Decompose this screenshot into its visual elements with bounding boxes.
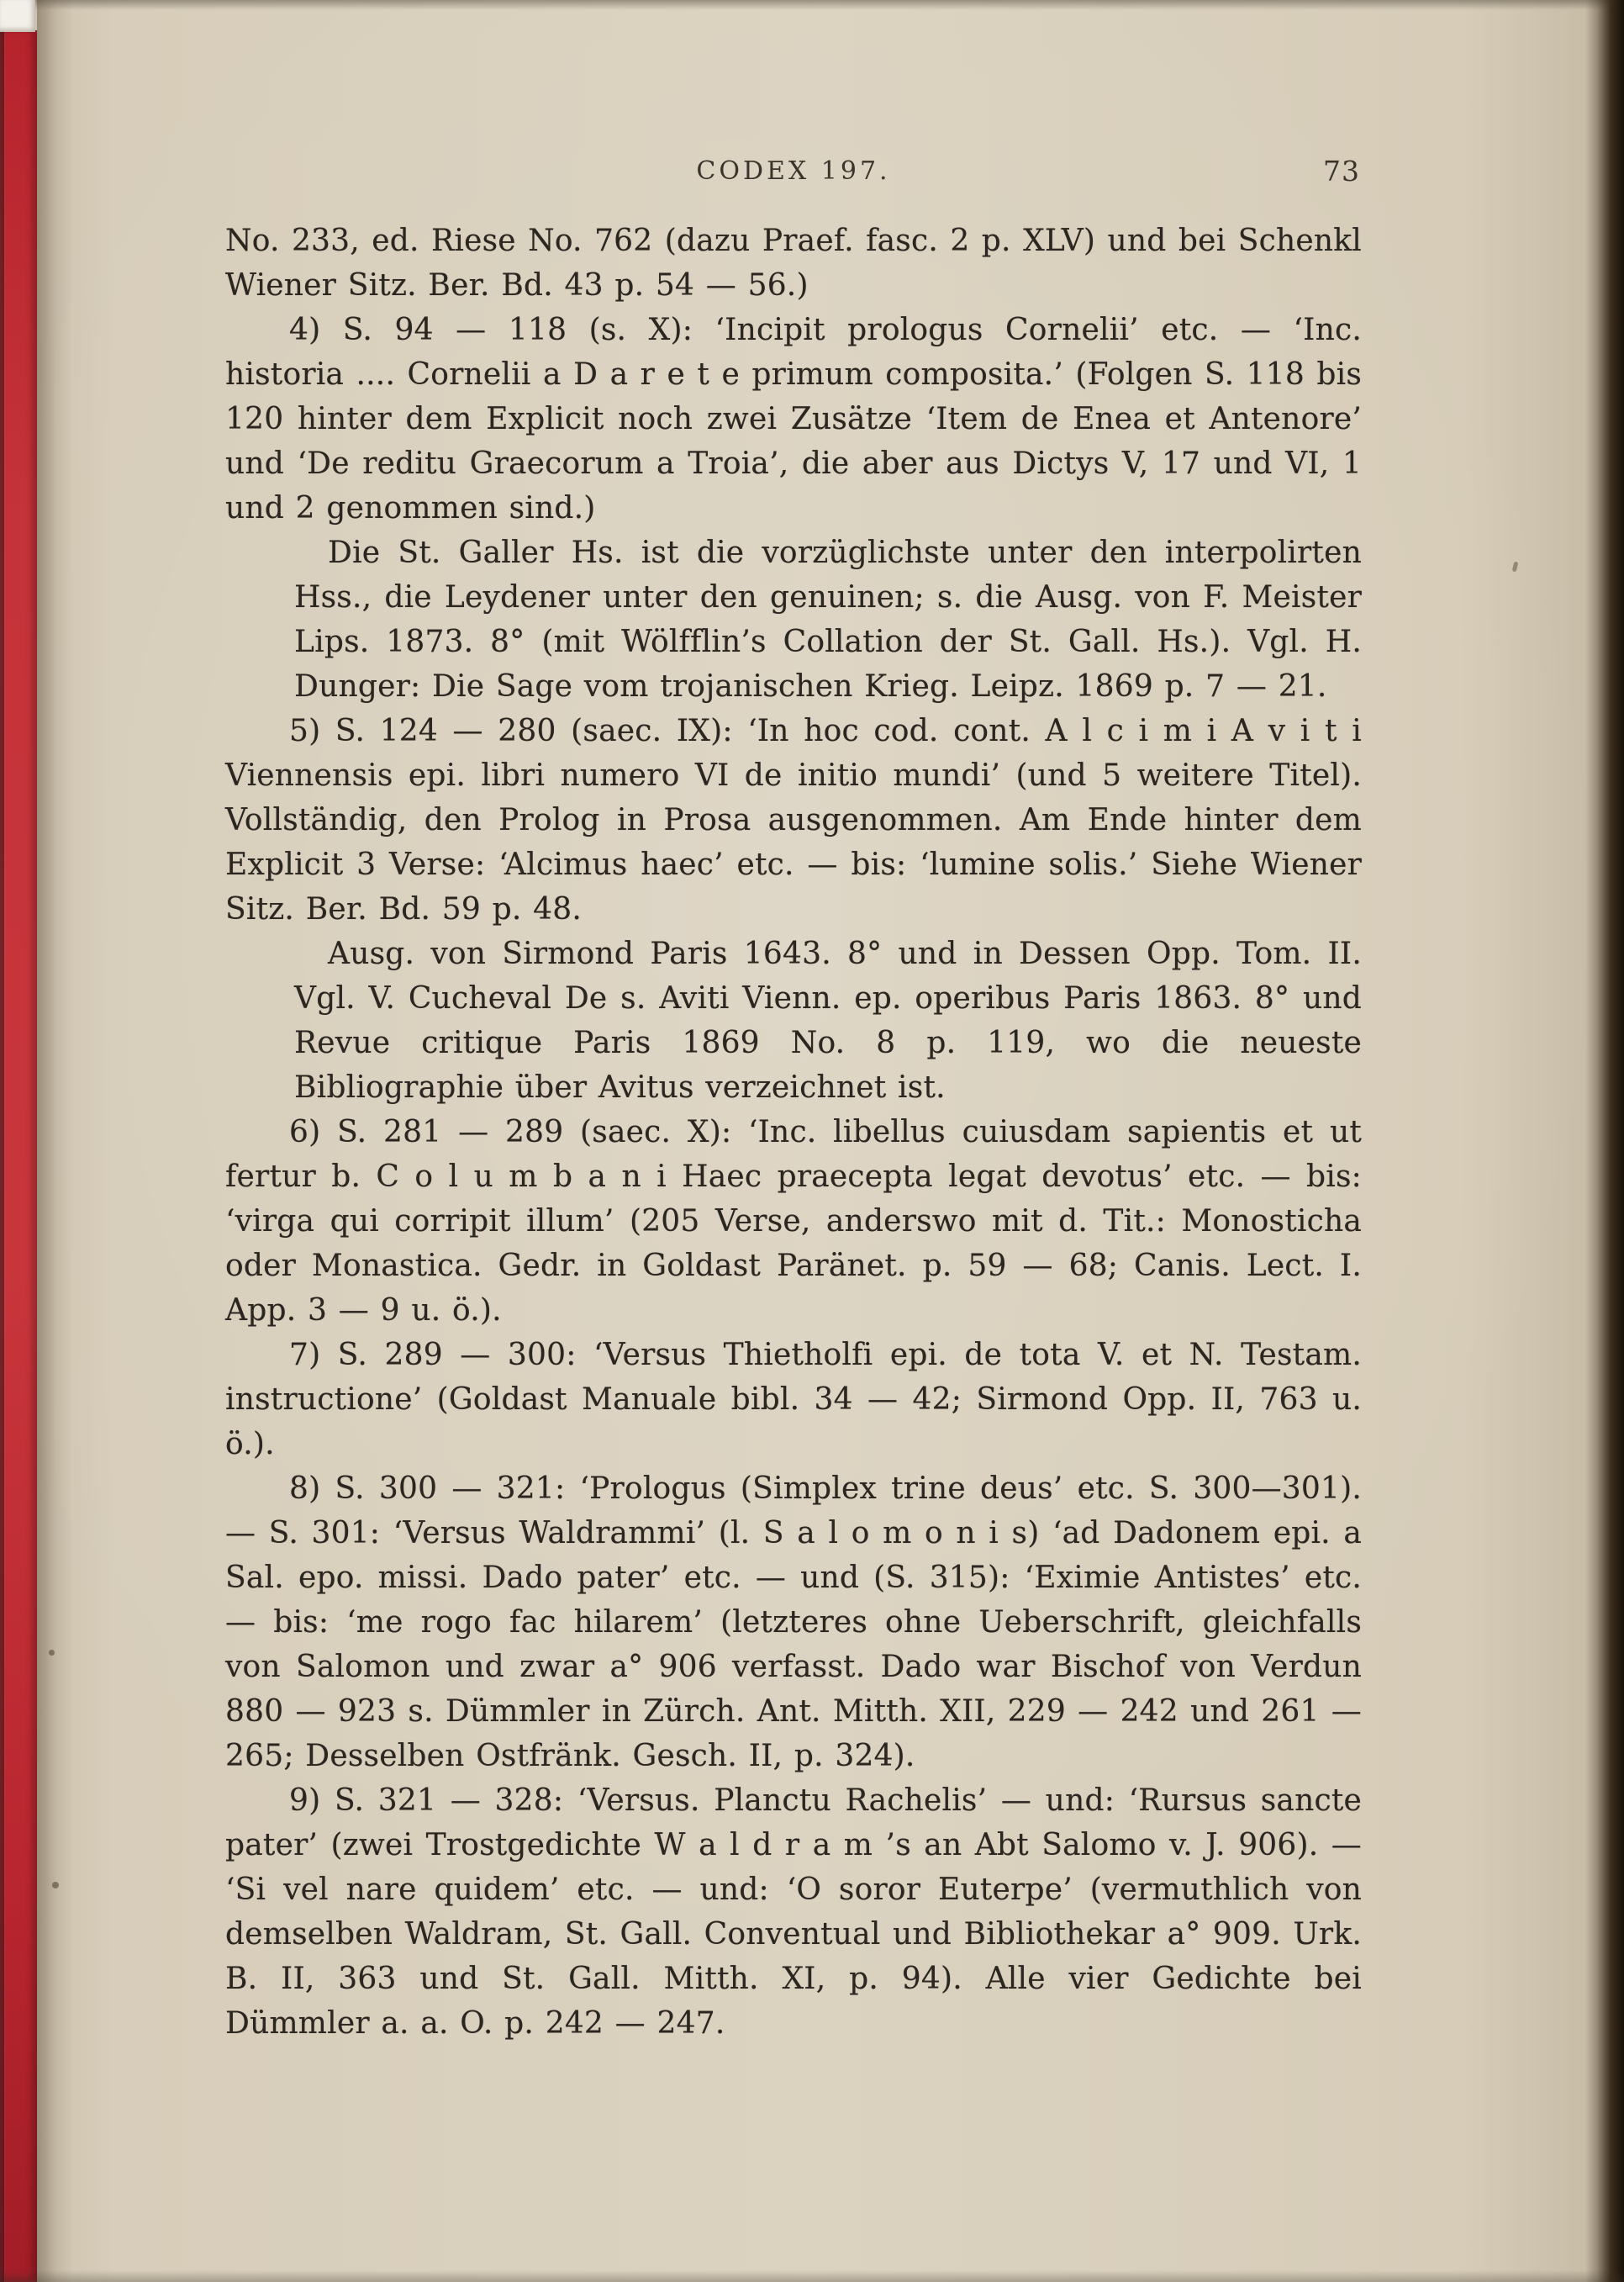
scan-bottom-shadow (0, 2270, 1624, 2282)
page-number: 73 (1323, 155, 1360, 188)
page-right-edge-shadow (1585, 0, 1624, 2282)
paragraph-note-stgaller: Die St. Galler Hs. ist die vorzüglichste unter den interpolirten Hss., die Leydener unter den genuinen; s. die Ausg. von F. Meister Lips. 1873. 8° (mit Wölfflin’s Collation der St. Gall. Hs.). Vgl. H. Dunger: Die Sage vom trojanischen Krieg. Leipz. 1869 p. 7 — 21. (294, 536, 1362, 704)
paragraph-item-6: 6) S. 281 — 289 (saec. X): ‘Inc. libellus cuiusdam sapientis et ut fertur b. C o l u m b a n i Haec praecepta legat devotus’ etc. — bis: ‘virga qui corripit illum’ (205 Verse, anderswo mit d. Tit.: Monosticha oder Monastica. Gedr. in Goldast Paränet. p. 59 — 68; Canis. Lect. I. App. 3 — 9 u. ö.). (225, 1115, 1362, 1328)
page-left-edge-shadow (37, 0, 72, 2282)
paragraph-item-5: 5) S. 124 — 280 (saec. IX): ‘In hoc cod. cont. A l c i m i A v i t i Viennensis epi. libri numero VI de initio mundi’ (und 5 weitere Titel). Vollständig, den Prolog in Prosa ausgenommen. Am Ende hinter dem Explicit 3 Verse: ‘Alcimus haec’ etc. — bis: ‘lumine solis.’ Siehe Wiener Sitz. Ber. Bd. 59 p. 48. (225, 714, 1362, 927)
ink-speck (52, 1882, 59, 1888)
book-binding-edge (0, 30, 37, 2282)
paragraph-item-9: 9) S. 321 — 328: ‘Versus. Planctu Rachelis’ — und: ‘Rursus sancte pater’ (zwei Trostgedichte W a l d r a m ’s an Abt Salomo v. J. 906). — ‘Si vel nare quidem’ etc. — und: ‘O soror Euterpe’ (vermuthlich von demselben Waldram, St. Gall. Conventual und Bibliothekar a° 909. Urk. B. II, 363 und St. Gall. Mitth. XI, p. 94). Alle vier Gedichte bei Dümmler a. a. O. p. 242 — 247. (225, 1783, 1362, 2041)
paragraph-item-4: 4) S. 94 — 118 (s. X): ‘Incipit prologus Cornelii’ etc. — ‘Inc. historia .... Cornelii a D a r e t e primum composita.’ (Folgen S. 118 bis 120 hinter dem Explicit noch zwei Zusätze ‘Item de Enea et Antenore’ und ‘De reditu Graecorum a Troia’, die aber aus Dictys V, 17 und VI, 1 und 2 genommen sind.) (225, 313, 1362, 526)
ink-speck (49, 1650, 55, 1656)
scan-top-shadow (0, 0, 1624, 10)
paragraph-item-8: 8) S. 300 — 321: ‘Prologus (Simplex trine deus’ etc. S. 300—301). — S. 301: ‘Versus Waldrammi’ (l. S a l o m o n i s) ‘ad Dadonem epi. a Sal. epo. missi. Dado pater’ etc. — und (S. 315): ‘Eximie Antistes’ etc. — bis: ‘me rogo fac hilarem’ (letzteres ohne Ueberschrift, gleichfalls von Salomon und zwar a° 906 verfasst. Dado war Bischof von Verdun 880 — 923 s. Dümmler in Zürch. Ant. Mitth. XII, 229 — 242 und 261 — 265; Desselben Ostfränk. Gesch. II, p. 324). (225, 1471, 1362, 1773)
running-header (225, 156, 1362, 195)
page-text-block (225, 219, 1362, 2046)
page-corner (0, 0, 35, 32)
ink-speck (1512, 562, 1519, 573)
paragraph-item-7: 7) S. 289 — 300: ‘Versus Thietholfi epi. de tota V. et N. Testam. instructione’ (Goldast Manuale bibl. 34 — 42; Sirmond Opp. II, 763 u. ö.). (225, 1338, 1362, 1461)
paragraph-continuation: No. 233, ed. Riese No. 762 (dazu Praef. fasc. 2 p. XLV) und bei Schenkl Wiener Sitz. Ber. Bd. 43 p. 54 — 56.) (225, 224, 1362, 303)
paragraph-note-sirmond: Ausg. von Sirmond Paris 1643. 8° und in Dessen Opp. Tom. II. Vgl. V. Cucheval De s. Aviti Vienn. ep. operibus Paris 1863. 8° und Revue critique Paris 1869 No. 8 p. 119, wo die neueste Bibliographie über Avitus verzeichnet ist. (294, 937, 1362, 1105)
running-header-title: CODEX 197. (696, 156, 891, 186)
